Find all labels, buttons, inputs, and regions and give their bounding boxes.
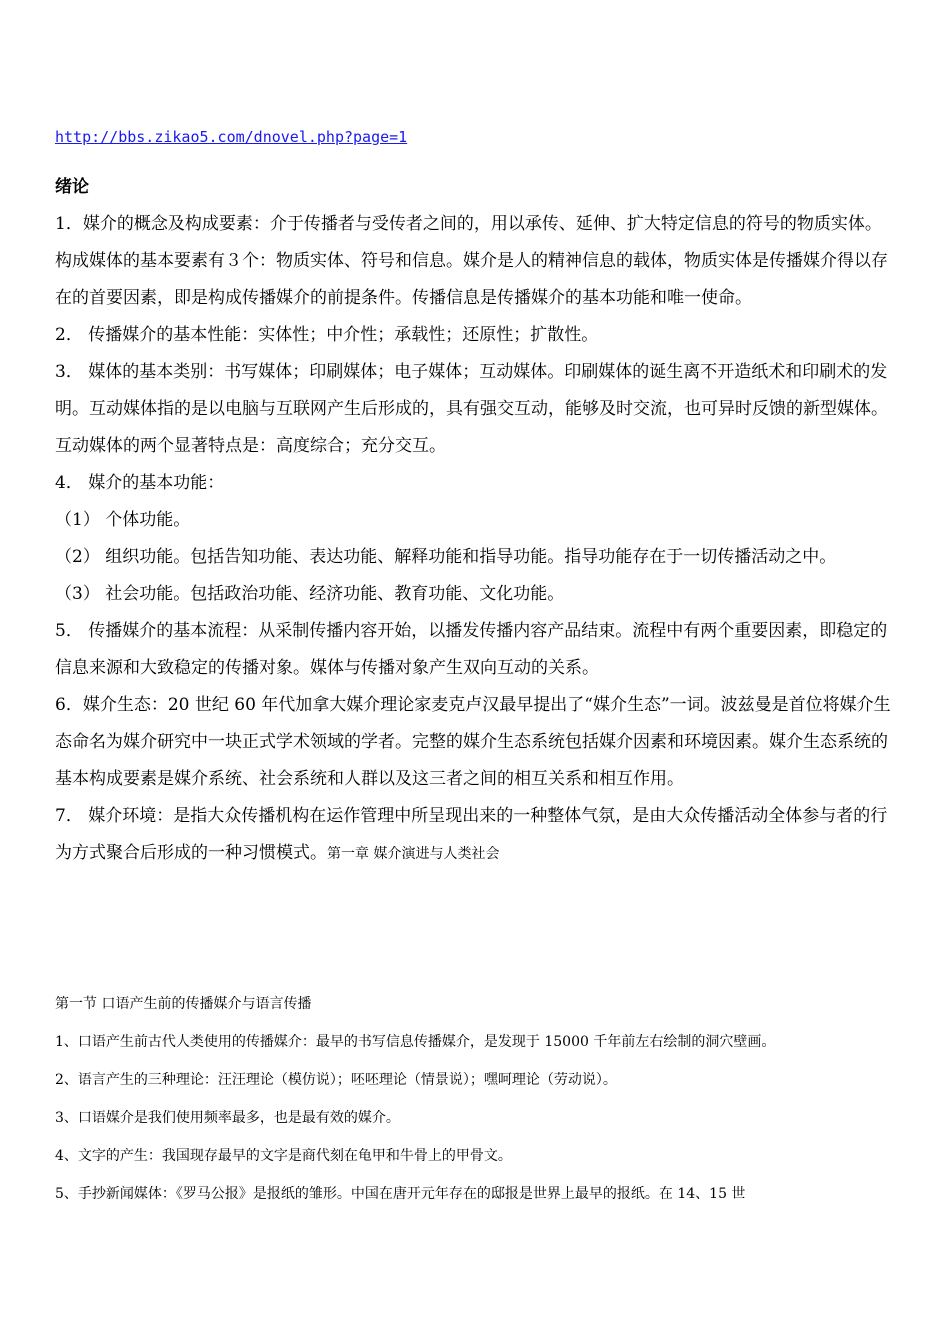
source-link[interactable]: http://bbs.zikao5.com/dnovel.php?page=1: [55, 128, 408, 146]
section-item-1: 1、口语产生前古代人类使用的传播媒介：最早的书写信息传播媒介，是发现于 15000 千年前左右绘制的洞穴壁画。: [55, 1034, 776, 1050]
paragraph-5: 5． 传播媒介的基本流程：从采制传播内容开始，以播发传播内容产品结束。流程中有两个重要因素，即稳定的信息来源和大致稳定的传播对象。媒体与传播对象产生双向互动的关系。: [55, 621, 888, 678]
section-item-4: 4、文字的产生：我国现存最早的文字是商代刻在龟甲和牛骨上的甲骨文。: [55, 1148, 512, 1164]
section-item-5: 5、手抄新闻媒体：《罗马公报》是报纸的雏形。中国在唐开元年存在的邸报是世界上最早的报纸。在 14、15 世: [55, 1186, 746, 1202]
section-item-2: 2、语言产生的三种理论：汪汪理论（模仿说）；呸呸理论（情景说）；嘿呵理论（劳动说）。: [55, 1072, 617, 1088]
paragraph-4-2: （2） 组织功能。包括告知功能、表达功能、解释功能和指导功能。指导功能存在于一切传播活动之中。: [55, 547, 837, 567]
paragraph-7-main: 7． 媒介环境：是指大众传播机构在运作管理中所呈现出来的一种整体气氛，是由大众传播活动全体参与者的行为方式聚合后形成的一种习惯模式。: [55, 806, 888, 863]
section-item-3: 3、口语媒介是我们使用频率最多，也是最有效的媒介。: [55, 1110, 400, 1126]
paragraph-4-3: （3） 社会功能。包括政治功能、经济功能、教育功能、文化功能。: [55, 584, 565, 604]
chapter-section: [55, 992, 915, 1220]
paragraph-2: 2． 传播媒介的基本性能：实体性；中介性；承载性；还原性；扩散性。: [55, 325, 599, 345]
section-heading: 绪论: [55, 177, 89, 197]
paragraph-4-1: （1） 个体功能。: [55, 510, 191, 530]
paragraph-3: 3． 媒体的基本类别：书写媒体；印刷媒体；电子媒体；互动媒体。印刷媒体的诞生离不开造纸术和印刷术的发明。互动媒体指的是以电脑与互联网产生后形成的，具有强交互动，能够及时交流，也可异时反馈的新型媒体。互动媒体的两个显著特点是：高度综合；充分交互。: [55, 362, 888, 456]
section-title: 第一节 口语产生前的传播媒介与语言传播: [55, 996, 312, 1012]
chapter-title: 第一章 媒介演进与人类社会: [327, 846, 500, 862]
paragraph-1: 1．媒介的概念及构成要素：介于传播者与受传者之间的，用以承传、延伸、扩大特定信息的符号的物质实体。构成媒体的基本要素有３个：物质实体、符号和信息。媒介是人的精神信息的载体，物质实体是传播媒介得以存在的首要因素，即是构成传播媒介的前提条件。传播信息是传播媒介的基本功能和唯一使命。: [55, 214, 888, 308]
paragraph-6: 6．媒介生态：20 世纪 60 年代加拿大媒介理论家麦克卢汉最早提出了“媒介生态”一词。波兹曼是首位将媒介生态命名为媒介研究中一块正式学术领域的学者。完整的媒介生态系统包括媒介因素和环境因素。媒介生态系统的基本构成要素是媒介系统、社会系统和人群以及这三者之间的相互关系和相互作用。: [55, 695, 891, 789]
paragraph-7: [55, 798, 893, 873]
body-text: [55, 206, 893, 873]
paragraph-4: 4． 媒介的基本功能：: [55, 473, 225, 493]
